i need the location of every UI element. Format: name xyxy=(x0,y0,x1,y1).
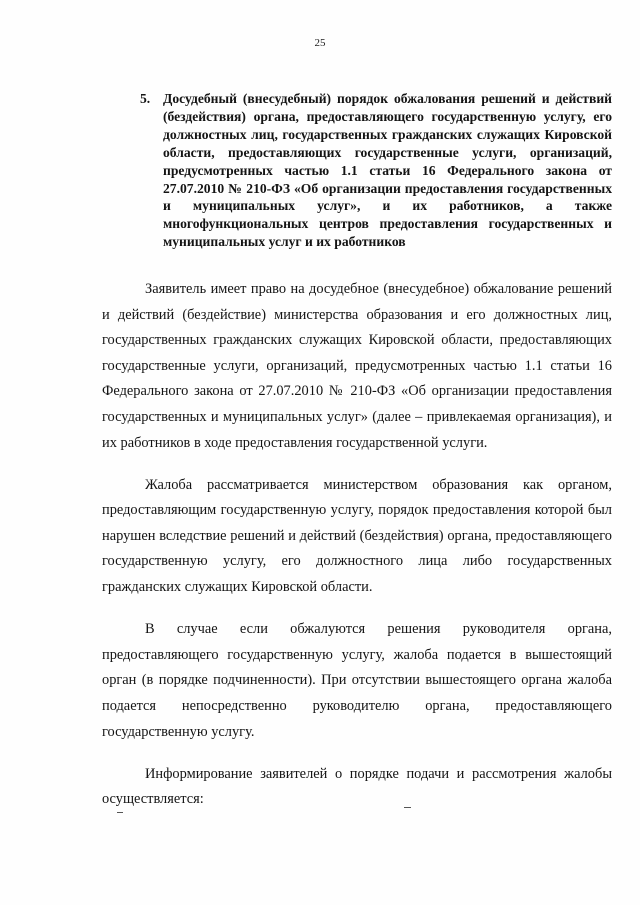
section-number: 5. xyxy=(140,91,151,106)
section-heading-text: Досудебный (внесудебный) порядок обжалования решений и действий (бездействия) органа, предоставляющего государственную услугу, его должностных лиц, государственных гражданских служащих Кировской области, предоставляющих государственные услуги, организаций, предусмотренных частью 1.1 статьи 16 Федерального закона от 27.07.2010 № 210-ФЗ «Об организации предоставления государственных и муниципальных услуг», и их работников, а также многофункциональных центров предоставления государственных и муниципальных услуг и их работников xyxy=(163,91,612,250)
paragraph-right-to-appeal: Заявитель имеет право на досудебное (внесудебное) обжалование решений и действий (бездействие) министерства образования и его должностных лиц, государственных гражданских служащих Кировской области, предоставляющих государственные услуги, организаций, предусмотренных частью 1.1 статьи 16 Федерального закона от 27.07.2010 № 210-ФЗ «Об организации предоставления государственных и муниципальных услуг» (далее – привлекаемая организация), и их работников в ходе предоставления государственной услуги. xyxy=(102,281,612,451)
paragraph-complaint-review: Жалоба рассматривается министерством образования как органом, предоставляющим государственную услугу, порядок предоставления которой был нарушен вследствие решений и действий (бездействия) органа, предоставляющего государственную услугу, его должностного лица либо государственных гражданских служащих Кировской области. xyxy=(102,476,612,596)
paragraph-superior-body: В случае если обжалуются решения руководителя органа, предоставляющего государственную услугу, жалоба подается в вышестоящий орган (в порядке подчиненности). При отсутствии вышестоящего органа жалоба подается непосредственно руководителю органа, предоставляющего государственную услугу. xyxy=(102,621,612,740)
section-heading xyxy=(140,90,612,251)
page-number: 25 xyxy=(314,37,326,49)
body-text xyxy=(102,277,612,829)
scan-mark xyxy=(117,812,123,813)
paragraph-informing: Информирование заявителей о порядке подачи и рассмотрения жалобы осуществляется: xyxy=(102,765,612,808)
scan-mark xyxy=(404,807,411,808)
